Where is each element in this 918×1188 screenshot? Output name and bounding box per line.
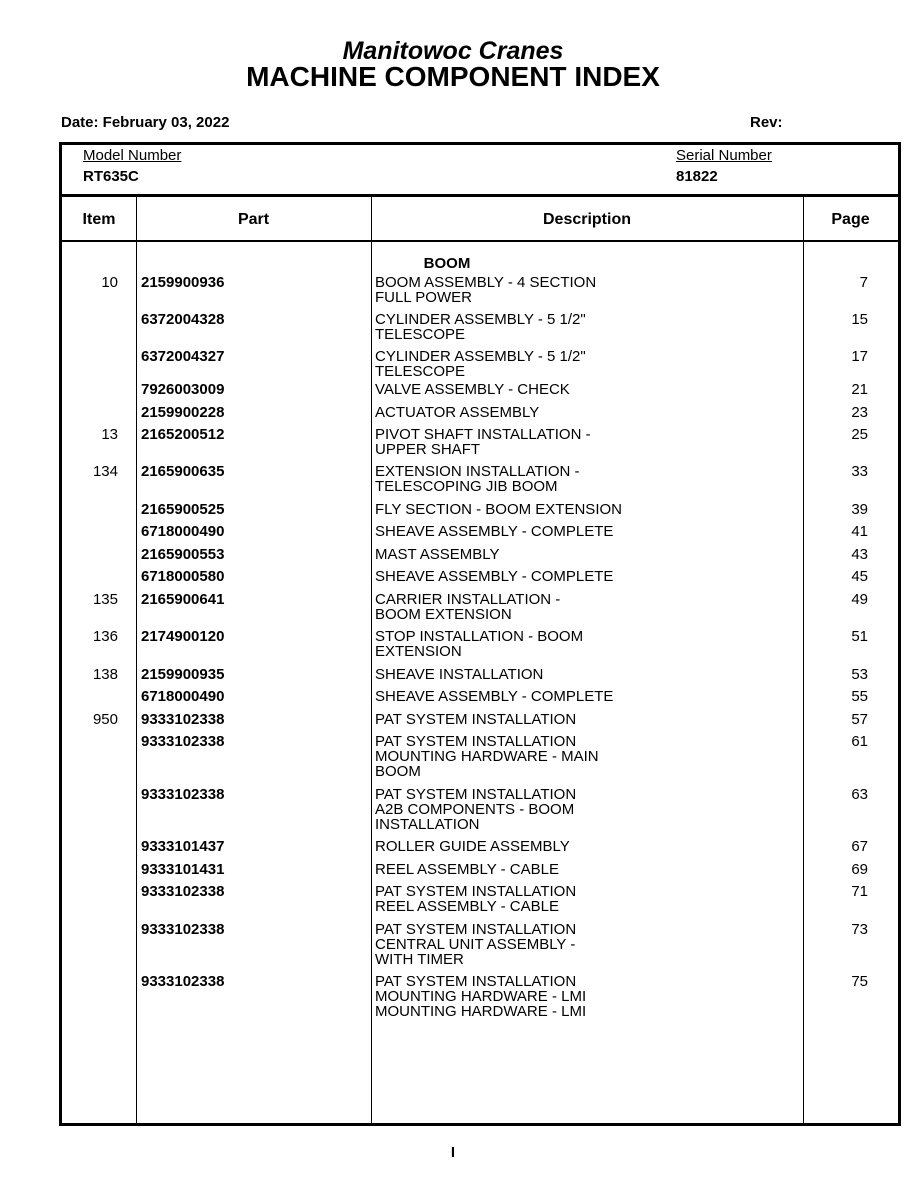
column-header-part: Part <box>237 211 270 228</box>
description-cell: PAT SYSTEM INSTALLATION MOUNTING HARDWARE - MAIN BOOM <box>375 733 599 780</box>
column-divider-item <box>136 196 137 1123</box>
item-cell: 138 <box>92 666 118 683</box>
page-cell: 25 <box>851 426 868 443</box>
page-cell: 41 <box>851 523 868 540</box>
description-cell: EXTENSION INSTALLATION - TELESCOPING JIB BOOM <box>375 463 580 495</box>
description-cell: MAST ASSEMBLY <box>375 546 500 563</box>
part-number-cell: 9333102338 <box>141 711 225 728</box>
page-cell: 15 <box>851 311 868 328</box>
description-cell: CYLINDER ASSEMBLY - 5 1/2" TELESCOPE <box>375 311 586 343</box>
part-number-cell: 7926003009 <box>141 381 225 398</box>
column-divider-desc <box>803 196 804 1123</box>
description-cell: SHEAVE ASSEMBLY - COMPLETE <box>375 523 614 540</box>
part-number-cell: 9333102338 <box>141 883 225 900</box>
description-cell: BOOM ASSEMBLY - 4 SECTION FULL POWER <box>375 274 597 306</box>
item-cell: 13 <box>101 426 118 443</box>
description-cell: REEL ASSEMBLY - CABLE <box>375 861 559 878</box>
column-header-item: Item <box>82 211 116 228</box>
part-number-cell: 2165200512 <box>141 426 225 443</box>
serial-number-label: Serial Number <box>676 147 772 164</box>
description-cell: PAT SYSTEM INSTALLATION CENTRAL UNIT ASSEMBLY - WITH TIMER <box>375 921 577 968</box>
item-cell: 10 <box>101 274 118 291</box>
page-cell: 69 <box>851 861 868 878</box>
info-divider <box>62 194 898 197</box>
page-cell: 51 <box>851 628 868 645</box>
part-number-cell: 2165900635 <box>141 463 225 480</box>
page-number: I <box>450 1144 456 1161</box>
column-divider-part <box>371 196 372 1123</box>
description-cell: PAT SYSTEM INSTALLATION A2B COMPONENTS - BOOM INSTALLATION <box>375 786 577 833</box>
part-number-cell: 2174900120 <box>141 628 225 645</box>
description-cell: PAT SYSTEM INSTALLATION REEL ASSEMBLY - CABLE <box>375 883 577 915</box>
description-cell: PAT SYSTEM INSTALLATION MOUNTING HARDWARE - LMI MOUNTING HARDWARE - LMI <box>375 973 587 1020</box>
column-header-page: Page <box>831 211 870 228</box>
part-number-cell: 6718000580 <box>141 568 225 585</box>
item-cell: 136 <box>92 628 118 645</box>
page-cell: 71 <box>851 883 868 900</box>
component-table <box>59 142 901 1126</box>
page-cell: 21 <box>851 381 868 398</box>
page-cell: 73 <box>851 921 868 938</box>
part-number-cell: 2165900525 <box>141 501 225 518</box>
part-number-cell: 9333101437 <box>141 838 225 855</box>
section-heading: BOOM <box>423 255 471 272</box>
page-cell: 49 <box>851 591 868 608</box>
page-cell: 61 <box>851 733 868 750</box>
description-cell: CARRIER INSTALLATION - BOOM EXTENSION <box>375 591 561 623</box>
company-title: Manitowoc Cranes <box>342 37 564 65</box>
part-number-cell: 9333102338 <box>141 921 225 938</box>
part-number-cell: 9333102338 <box>141 973 225 990</box>
header-divider <box>62 240 898 242</box>
page-cell: 55 <box>851 688 868 705</box>
page-cell: 39 <box>851 501 868 518</box>
page-cell: 67 <box>851 838 868 855</box>
description-cell: STOP INSTALLATION - BOOM EXTENSION <box>375 628 584 660</box>
model-number-label: Model Number <box>83 147 182 164</box>
page-cell: 45 <box>851 568 868 585</box>
description-cell: FLY SECTION - BOOM EXTENSION <box>375 501 622 518</box>
item-cell: 135 <box>92 591 118 608</box>
page-cell: 53 <box>851 666 868 683</box>
part-number-cell: 6718000490 <box>141 523 225 540</box>
description-cell: ROLLER GUIDE ASSEMBLY <box>375 838 570 855</box>
part-number-cell: 2159900228 <box>141 404 225 421</box>
page-cell: 17 <box>851 348 868 365</box>
part-number-cell: 9333101431 <box>141 861 225 878</box>
description-cell: SHEAVE ASSEMBLY - COMPLETE <box>375 568 614 585</box>
part-number-cell: 9333102338 <box>141 786 225 803</box>
part-number-cell: 2159900935 <box>141 666 225 683</box>
part-number-cell: 6718000490 <box>141 688 225 705</box>
description-cell: VALVE ASSEMBLY - CHECK <box>375 381 570 398</box>
item-cell: 950 <box>92 711 118 728</box>
description-cell: PIVOT SHAFT INSTALLATION - UPPER SHAFT <box>375 426 591 458</box>
part-number-cell: 6372004328 <box>141 311 225 328</box>
rev-label: Rev: <box>750 114 783 131</box>
part-number-cell: 2159900936 <box>141 274 225 291</box>
model-number-value: RT635C <box>83 168 139 185</box>
date-label: Date: February 03, 2022 <box>61 114 230 131</box>
part-number-cell: 2165900553 <box>141 546 225 563</box>
description-cell: PAT SYSTEM INSTALLATION <box>375 711 577 728</box>
column-header-description: Description <box>542 211 631 228</box>
page-cell: 33 <box>851 463 868 480</box>
description-cell: SHEAVE INSTALLATION <box>375 666 544 683</box>
description-cell: ACTUATOR ASSEMBLY <box>375 404 540 421</box>
page-cell: 43 <box>851 546 868 563</box>
part-number-cell: 2165900641 <box>141 591 225 608</box>
page-cell: 23 <box>851 404 868 421</box>
page-cell: 7 <box>859 274 868 291</box>
page-cell: 75 <box>851 973 868 990</box>
description-cell: CYLINDER ASSEMBLY - 5 1/2" TELESCOPE <box>375 348 586 380</box>
description-cell: SHEAVE ASSEMBLY - COMPLETE <box>375 688 614 705</box>
serial-number-value: 81822 <box>676 168 718 185</box>
part-number-cell: 6372004327 <box>141 348 225 365</box>
page-cell: 57 <box>851 711 868 728</box>
page-cell: 63 <box>851 786 868 803</box>
item-cell: 134 <box>92 463 118 480</box>
part-number-cell: 9333102338 <box>141 733 225 750</box>
document-title: MACHINE COMPONENT INDEX <box>246 61 660 92</box>
